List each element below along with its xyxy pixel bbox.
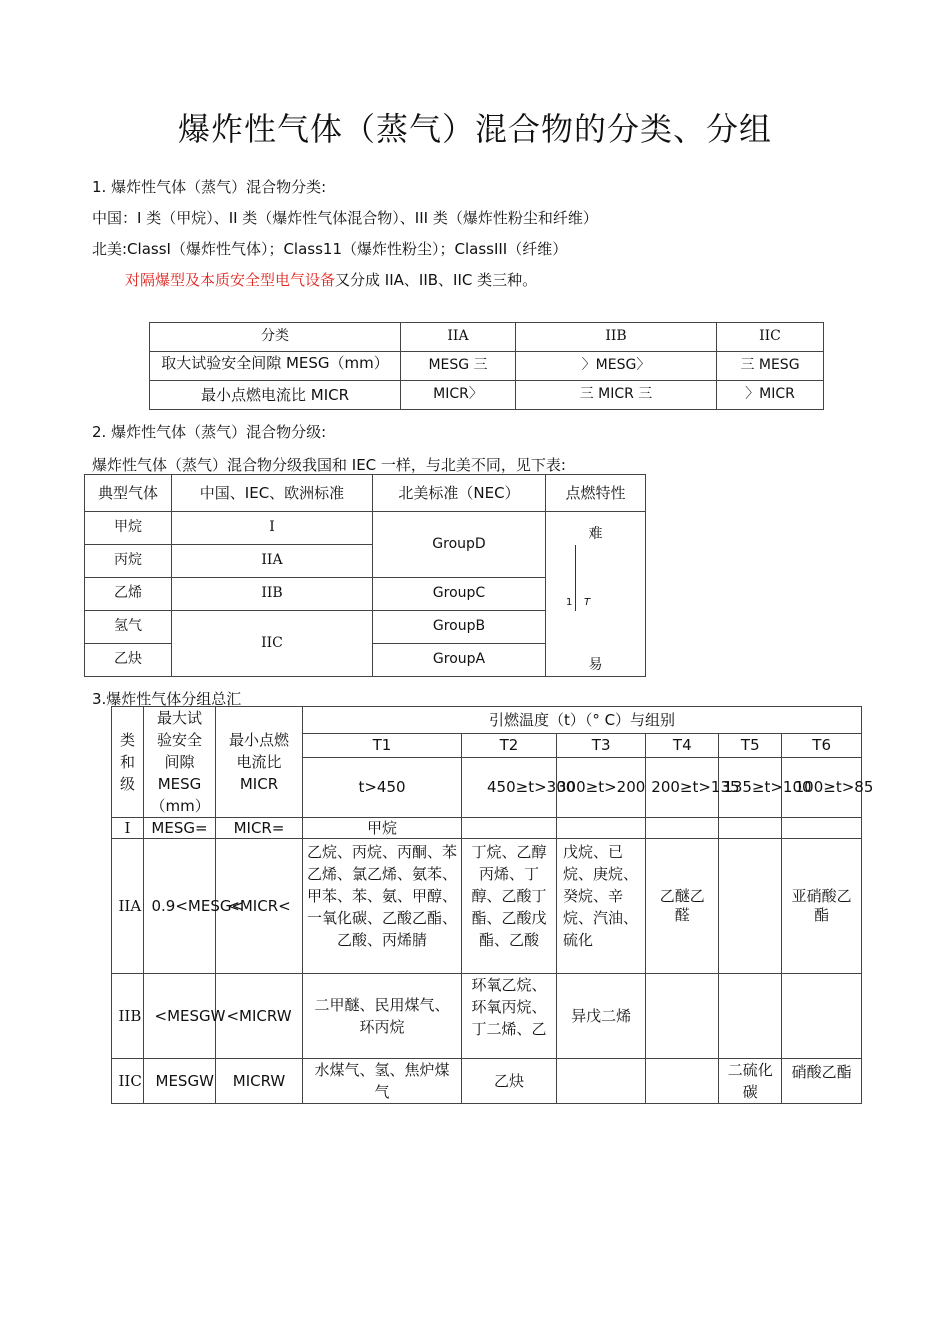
table-cell: 二甲醚、民用煤气、环丙烷 <box>303 974 462 1059</box>
table-cell: 硝酸乙酯 <box>782 1059 862 1104</box>
table-header: 中国、IEC、欧洲标准 <box>172 475 373 512</box>
table-row <box>112 974 862 1059</box>
table-cell: 乙炔 <box>85 644 172 677</box>
table-row <box>150 323 824 352</box>
table-cell: MESG= <box>144 818 216 839</box>
table-cell <box>719 839 782 974</box>
table-row <box>112 1059 862 1104</box>
grade-table <box>84 474 646 677</box>
table-header: IIA <box>401 323 516 352</box>
page-title: 爆炸性气体（蒸气）混合物的分类、分组 <box>177 110 772 148</box>
table-header: 点燃特性 <box>546 475 646 512</box>
table-cell: 戊烷、已烷、庚烷、癸烷、辛烷、汽油、硫化 <box>557 839 646 974</box>
table-cell: 三 MICR 三 <box>516 381 717 410</box>
table-cell: GroupB <box>373 611 546 644</box>
table-cell <box>646 1059 719 1104</box>
table-cell <box>462 818 557 839</box>
table-row <box>112 839 862 974</box>
table-cell: 亚硝酸乙酯 <box>782 839 862 974</box>
table-cell: MICR= <box>216 818 303 839</box>
table-cell: 异戊二烯 <box>557 974 646 1059</box>
table-cell: MICRW <box>216 1059 303 1104</box>
table-row <box>85 512 646 545</box>
section1-heading: 1. 爆炸性气体（蒸气）混合物分类: <box>92 178 327 196</box>
table-cell: I <box>112 818 144 839</box>
table-cell: IIC <box>112 1059 144 1104</box>
table-cell: IIC <box>172 611 373 677</box>
table-cell: 0.9<MESG< <box>144 839 216 974</box>
table-cell: MICR〉 <box>401 381 516 410</box>
table-cell: 二硫化碳 <box>719 1059 782 1104</box>
group-header: T4 <box>646 734 719 757</box>
table-cell: 〉MICR <box>717 381 824 410</box>
table-cell: IIA <box>112 839 144 974</box>
table-cell: 乙炔 <box>462 1059 557 1104</box>
table-cell: 取大试验安全间隙 MESG（mm） <box>150 352 401 381</box>
table-header: 引燃温度（t）（° C）与组别 <box>303 707 862 734</box>
china-classes: 中国：I 类（甲烷）、II 类（爆炸性气体混合物）、III 类（爆炸性粉尘和纤维） <box>92 209 598 227</box>
table-cell: GroupD <box>373 512 546 578</box>
table-cell: 乙烷、丙烷、丙酮、苯乙烯、氯乙烯、氨苯、甲苯、苯、氨、甲醇、一氧化碳、乙酸乙酯、乙酸、丙烯腈 <box>303 839 462 974</box>
table-cell: 甲烷 <box>85 512 172 545</box>
table-cell: 环氧乙烷、环氧丙烷、丁二烯、乙 <box>462 974 557 1059</box>
table-cell: 氢气 <box>85 611 172 644</box>
table-cell <box>719 818 782 839</box>
group-header: T2 <box>462 734 557 757</box>
ignite-mid2: T <box>584 597 591 608</box>
table-header: 最小点燃电流比 MICR <box>216 707 303 818</box>
group-header: T6 <box>782 734 862 757</box>
table-header: IIC <box>717 323 824 352</box>
table-header: 分类 <box>150 323 401 352</box>
note-line <box>125 269 537 290</box>
range-cell: 450≥t>300 <box>462 757 557 817</box>
table-cell: <MESGW <box>144 974 216 1059</box>
table-cell: 甲烷 <box>303 818 462 839</box>
note-rest: 又分成 IIA、IIB、IIC 类三种。 <box>335 271 538 289</box>
table-cell <box>646 974 719 1059</box>
table-header: IIB <box>516 323 717 352</box>
na-classes: 北美:ClassI（爆炸性气体）；Class11（爆炸性粉尘）；ClassIII（纤维） <box>92 240 568 258</box>
table-cell: 最小点燃电流比 MICR <box>150 381 401 410</box>
section2-intro: 爆炸性气体（蒸气）混合物分级我国和 IEC 一样，与北美不同，见下表: <box>92 456 566 474</box>
ignite-mid: 1 <box>566 597 573 608</box>
table-cell: 乙醚乙醛 <box>646 839 719 974</box>
table-cell <box>646 818 719 839</box>
table-cell <box>557 1059 646 1104</box>
section2-heading: 2. 爆炸性气体（蒸气）混合物分级: <box>92 423 327 441</box>
table-header: 类和级 <box>112 707 144 818</box>
table-row <box>112 818 862 839</box>
table-row <box>150 381 824 410</box>
table-cell: 〉MESG〉 <box>516 352 717 381</box>
group-header: T5 <box>719 734 782 757</box>
range-cell: t>450 <box>303 757 462 817</box>
summary-table <box>111 706 874 1104</box>
group-header: T1 <box>303 734 462 757</box>
range-cell: 300≥t>200 <box>557 757 646 817</box>
table-cell: I <box>172 512 373 545</box>
table-cell: IIB <box>112 974 144 1059</box>
table-cell: 水煤气、氢、焦炉煤气 <box>303 1059 462 1104</box>
table-cell: 丁烷、乙醇丙烯、丁醇、乙酸丁酯、乙酸戊酯、乙酸 <box>462 839 557 974</box>
table-cell: 丙烷 <box>85 545 172 578</box>
table-cell: MESG 三 <box>401 352 516 381</box>
ignite-cell <box>546 512 646 677</box>
table-header: 典型气体 <box>85 475 172 512</box>
table-cell: 乙烯 <box>85 578 172 611</box>
table-header: 最大试验安全间隙 MESG（mm） <box>144 707 216 818</box>
section3-heading: 3.爆炸性气体分组总汇 <box>92 690 242 708</box>
table-cell: 三 MESG <box>717 352 824 381</box>
ignite-easy: 易 <box>588 656 603 673</box>
table-row <box>150 352 824 381</box>
table-row <box>112 707 862 734</box>
table-cell: MESGW <box>144 1059 216 1104</box>
table-cell: IIB <box>172 578 373 611</box>
table-cell <box>782 818 862 839</box>
table-cell: IIA <box>172 545 373 578</box>
table-header: 北美标准（NEC） <box>373 475 546 512</box>
table-cell: GroupC <box>373 578 546 611</box>
range-cell: 100≥t>85 <box>782 757 862 817</box>
table-cell: <MICRW <box>216 974 303 1059</box>
range-cell: 200≥t>135 <box>646 757 719 817</box>
table-cell <box>719 974 782 1059</box>
range-cell: 135≥t>100 <box>719 757 782 817</box>
table-cell: GroupA <box>373 644 546 677</box>
table-cell <box>557 818 646 839</box>
group-header: T3 <box>557 734 646 757</box>
class-table <box>149 322 824 410</box>
table-cell <box>782 974 862 1059</box>
note-red: 对隔爆型及本质安全型电气设备 <box>125 271 336 289</box>
table-cell: <MICR< <box>216 839 303 974</box>
table-row <box>85 475 646 512</box>
ignite-hard: 难 <box>588 526 603 542</box>
ignite-arrow-line <box>575 545 576 611</box>
